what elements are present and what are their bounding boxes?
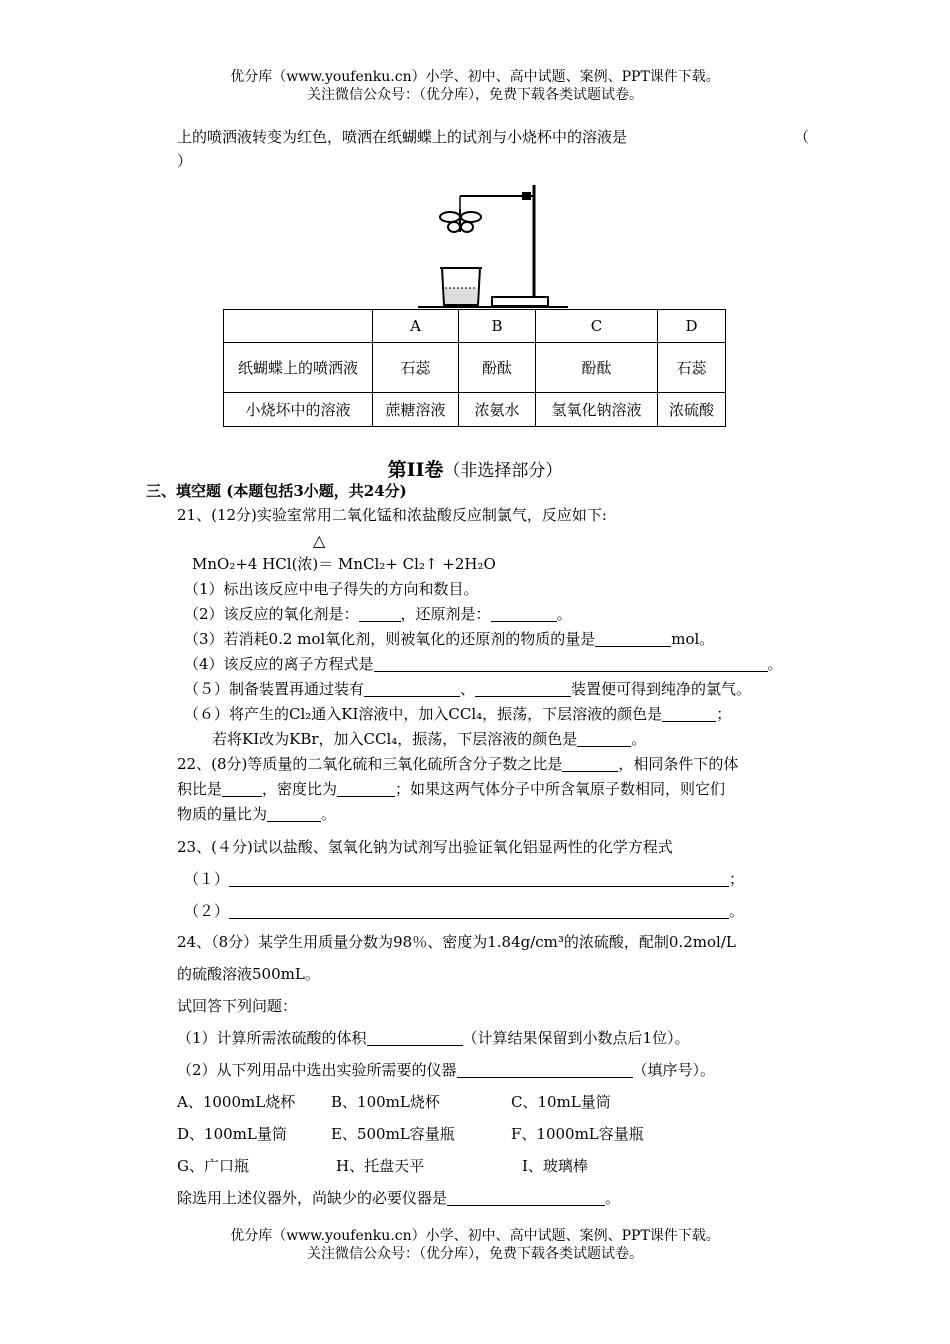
table-header-cell: A [373, 310, 459, 343]
apparatus-figure [410, 180, 570, 310]
q21-ionic-equation-blank[interactable] [374, 655, 768, 672]
section-title-rest: （非选择部分） [443, 461, 563, 481]
q24-p2-text-b: （填序号）。 [632, 1061, 716, 1079]
q24-option: E、500mL容量瓶 [331, 1125, 455, 1143]
q24-option: H、托盘天平 [336, 1157, 425, 1175]
q22-text-b: ，相同条件下的体 [618, 755, 739, 773]
section-title-bold: 第II卷 [387, 459, 444, 481]
table-header-cell: B [459, 310, 536, 343]
q24-p1-text-a: （1）计算所需浓硫酸的体积 [177, 1029, 367, 1047]
table-cell: 酚酞 [459, 343, 536, 393]
q23-part-2 [184, 900, 744, 922]
small-beaker [440, 268, 482, 305]
q21-part-4 [184, 653, 783, 675]
q20-paren-open: （ [794, 128, 810, 146]
q22-line-2 [177, 778, 725, 800]
q21-color-blank-1[interactable] [662, 705, 716, 722]
q23-p2-label: （２） [184, 902, 230, 920]
q20-paren-close: ） [177, 152, 193, 170]
q22-line-1 [177, 753, 738, 775]
table-header-cell: D [658, 310, 726, 343]
q21-part-1: （1）标出该反应中电子得失的方向和数目。 [184, 580, 479, 598]
q21-p3-text-a: （3）若消耗0.2 mol氧化剂，则被氧化的还原剂的物质的量是 [184, 630, 596, 648]
table-cell: 酚酞 [536, 343, 658, 393]
q21-device-blank-2[interactable] [475, 680, 571, 697]
options-table [223, 309, 726, 427]
q21-intro: 21、(12分)实验室常用二氧化锰和浓盐酸反应制氯气，反应如下: [177, 506, 607, 524]
q21-part-6 [184, 703, 731, 725]
table-cell: 纸蝴蝶上的喷洒液 [224, 343, 373, 393]
table-cell: 蔗糖溶液 [373, 393, 459, 427]
q24-option: F、1000mL容量瓶 [511, 1125, 644, 1143]
table-row [224, 393, 726, 427]
q21-p4-text-b: 。 [767, 655, 783, 673]
q24-last-text-b: 。 [605, 1189, 621, 1207]
q21-p6-text-c: 若将KI改为KBr，加入CCl₄，振荡，下层溶液的颜色是 [212, 730, 578, 748]
q21-part-5 [184, 678, 751, 700]
paper-butterfly [440, 209, 481, 232]
q22-text-g: 。 [321, 805, 337, 823]
table-cell: 石蕊 [373, 343, 459, 393]
q24-option: C、10mL量筒 [511, 1093, 611, 1111]
header-line-2: 关注微信公众号：（优分库），免费下载各类试题试卷。 [307, 87, 643, 103]
q21-color-blank-2[interactable] [577, 730, 631, 747]
stand-base [492, 297, 548, 306]
q22-density-blank[interactable] [337, 780, 395, 797]
q22-text-e: ；如果这两气体分子中所含氧原子数相同，则它们 [395, 780, 726, 798]
q21-device-blank-1[interactable] [364, 680, 460, 697]
q22-text-c: 积比是 [177, 780, 223, 798]
q21-p4-text-a: （4）该反应的离子方程式是 [184, 655, 374, 673]
footer-line-1: 优分库（www.youfenku.cn）小学、初中、高中试题、案例、PPT课件下载。 [230, 1228, 720, 1244]
q23-equation-blank-1[interactable] [229, 870, 729, 887]
q22-text-a: 22、(8分)等质量的二氧化硫和三氧化硫所含分子数之比是 [177, 755, 563, 773]
table-header-cell: C [536, 310, 658, 343]
q21-p5-text-b: 、 [460, 680, 476, 698]
q24-option: D、100mL量筒 [177, 1125, 287, 1143]
q23-p2-end: 。 [729, 902, 745, 920]
q21-p5-text-c: 装置便可得到纯净的氯气。 [571, 680, 752, 698]
table-cell: 浓氨水 [459, 393, 536, 427]
q21-p2-text-a: （2）该反应的氧化剂是： [184, 605, 359, 623]
clamp [522, 192, 531, 200]
q23-p1-end: ； [729, 870, 745, 888]
q22-text-f: 物质的量比为 [177, 805, 268, 823]
table-cell: 石蕊 [658, 343, 726, 393]
table-row [224, 343, 726, 393]
q24-intro-b: 的硫酸溶液500mL。 [177, 965, 320, 983]
section-title [0, 455, 950, 482]
q21-p6-text-a: （６）将产生的Cl₂通入KI溶液中，加入CCl₄，振荡，下层溶液的颜色是 [184, 705, 663, 723]
section-heading: 三、填空题 (本题包括3小题，共24分) [146, 482, 407, 500]
q24-intro-a: 24、（8分）某学生用质量分数为98％、密度为1.84g/cm³的浓硫酸，配制0.2mol/L [177, 933, 736, 951]
q21-p6-text-b: ； [716, 705, 732, 723]
header-line-1: 优分库（www.youfenku.cn）小学、初中、高中试题、案例、PPT课件下载。 [230, 69, 720, 85]
q21-p2-text-b: ，还原剂是： [400, 605, 491, 623]
q24-volume-blank[interactable] [367, 1029, 463, 1046]
q22-amount-blank[interactable] [267, 805, 321, 822]
q21-delta: △ [313, 531, 326, 550]
footer-line-2: 关注微信公众号：（优分库），免费下载各类试题试卷。 [307, 1246, 643, 1262]
q24-part-1 [177, 1027, 690, 1049]
q23-part-1 [184, 868, 744, 890]
q24-option: G、广口瓶 [177, 1157, 249, 1175]
q23-p1-label: （１） [184, 870, 230, 888]
q21-p6-text-d: 。 [631, 730, 647, 748]
q24-ask: 试回答下列问题： [177, 997, 298, 1015]
q24-last-text-a: 除选用上述仪器外，尚缺少的必要仪器是 [177, 1189, 448, 1207]
q20-text: 上的喷洒液转变为红色，喷洒在纸蝴蝶上的试剂与小烧杯中的溶液是 [177, 128, 628, 146]
q21-p5-text-a: （５）制备装置再通过装有 [184, 680, 365, 698]
q21-part-3 [184, 628, 714, 650]
q21-oxidant-blank[interactable] [359, 605, 401, 622]
q22-text-d: ，密度比为 [262, 780, 338, 798]
q21-equation: MnO₂+4 HCl(浓)＝ MnCl₂+ Cl₂↑ +2H₂O [192, 555, 496, 573]
q22-ratio-blank[interactable] [562, 755, 618, 772]
q22-line-3 [177, 803, 336, 825]
q24-option: A、1000mL烧杯 [177, 1093, 296, 1111]
q21-part-6b [212, 728, 646, 750]
q24-last [177, 1187, 620, 1209]
q21-moles-blank[interactable] [595, 630, 671, 647]
q24-missing-instrument-blank[interactable] [447, 1189, 605, 1206]
q23-equation-blank-2[interactable] [229, 902, 729, 919]
q24-part-2 [177, 1059, 715, 1081]
q24-p2-text-a: （2）从下列用品中选出实验所需要的仪器 [177, 1061, 457, 1079]
q24-option: I、玻璃棒 [522, 1157, 588, 1175]
q23-intro: 23、(４分)试以盐酸、氢氧化钠为试剂写出验证氧化铝显两性的化学方程式 [177, 838, 673, 856]
q24-option: B、100mL烧杯 [331, 1093, 440, 1111]
q22-volume-blank[interactable] [222, 780, 262, 797]
table-cell: 小烧坏中的溶液 [224, 393, 373, 427]
q21-reductant-blank[interactable] [491, 605, 557, 622]
q24-p1-text-b: （计算结果保留到小数点后1位）。 [462, 1029, 690, 1047]
table-cell: 浓硫酸 [658, 393, 726, 427]
q21-p3-text-b: mol。 [671, 630, 715, 648]
table-cell: 氢氧化钠溶液 [536, 393, 658, 427]
table-header-cell [224, 310, 373, 343]
q21-p2-text-c: 。 [556, 605, 572, 623]
q21-part-2 [184, 603, 572, 625]
q24-instruments-blank[interactable] [457, 1061, 633, 1078]
